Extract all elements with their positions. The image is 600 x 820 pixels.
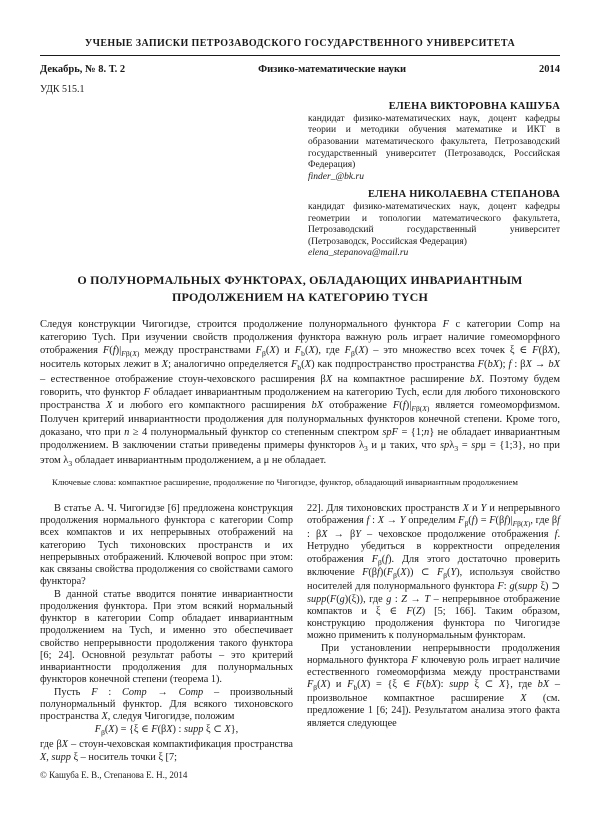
author-block-2 — [308, 189, 560, 260]
author-affiliation: кандидат физико-математических наук, доцент кафедры геометрии и топологии математического факультета, Петрозаводский государственный университет (Петрозаводск, Российская Федерация) — [308, 202, 560, 247]
body-columns — [40, 503, 560, 764]
paragraph: где βX – стоун-чеховская компактификация пространства X, supp ξ – носитель точки ξ [7; — [40, 739, 293, 763]
paper-title — [40, 272, 560, 306]
udk-label: УДК 515.1 — [40, 84, 85, 95]
author-block-1 — [308, 101, 560, 183]
keywords: Ключевые слова: компактное расширение, продолжение по Чигогидзе, функтор, обладающий инвариантным продолжением — [52, 476, 518, 487]
paragraph: Пусть F : Comp → Comp – произвольный полунормальный функтор. Для всякого тихоновского пространства X, следуя Чигогидзе, положим — [40, 686, 293, 723]
left-column — [40, 503, 293, 764]
formula: $F_\beta(X) = \{\xi$ ∈ F(βX) : supp ξ ⊂ X}, — [94, 724, 239, 738]
year-label: 2014 — [539, 64, 560, 75]
author-name: ЕЛЕНА НИКОЛАЕВНА СТЕПАНОВА — [368, 189, 560, 201]
issue-row — [40, 64, 560, 75]
paragraph: При установлении непрерывности продолжения нормального функтора F ключевую роль играет наличие естественного гомеоморфизма между пространствами $F_\beta(X)$ и $F_b(X) = \{\xi$ ∈ F(bX): supp ξ ⊂ X}, где bX – произвольное компактное расширение X (см. предложение 1 [6; 24]). Результатом анализа этого факта является следующее — [307, 642, 561, 729]
copyright-line: © Кашуба Е. В., Степанова Е. Н., 2014 — [40, 769, 188, 780]
right-column — [307, 503, 560, 764]
author-name: ЕЛЕНА ВИКТОРОВНА КАШУБА — [388, 101, 560, 112]
paragraph: В данной статье вводится понятие инвариантности продолжения функтора. При этом всякий нормальный функтор в категории Comp обладает инвариантным продолжением на Tych, и именно это обеспечивает свойство непрерывности продолжения такого функтора [6; 24]. Основной результат работы – это критерий инвариантности продолжения для полунормальных функторов конечной степени (теорема 1). — [40, 588, 293, 686]
author-affiliation: кандидат физико-математических наук, доцент кафедры теории и методики обучения математике и ИКТ в образовании математического факультета, Петрозаводский государственный университет (Петрозаводск, Российская Федерация) — [308, 113, 560, 171]
issue-label: Декабрь, № 8. Т. 2 — [40, 64, 126, 75]
paper-title-line-2: ПРОДОЛЖЕНИЕМ НА КАТЕГОРИЮ TYCH — [172, 289, 428, 304]
author-email: finder_@bk.ru — [308, 171, 364, 182]
paragraph: В статье А. Ч. Чигогидзе [6] предложена конструкция продолжения нормального функтора с категории Comp всех компактов и их непрерывных отображений на категорию Tych тихоновских пространств и их непрерывных отображений. Ключевой вопрос при этом: как связаны свойства продолжения со свойствами самого функтора? — [40, 502, 293, 588]
header-rule — [40, 55, 560, 56]
abstract: Следуя конструкции Чигогидзе, строится продолжение полунормального функтора F с категории Comp на категорию Tych. При изучении свойств продолжения функтора важную роль играет наличие гомеоморфного отображения $F(f)|_{F\beta(X)}$ между пространствами $F_\beta(X)$ и $F_b(X)$, где $F_\beta(X)$ – это множество всех точек ξ ∈ F(βX), носитель которых лежит в X; аналогично определяется $F_b(X)$ как подпространство пространства F(bX); f : βX → bX – естественное отображение стоун-чеховского расширения βX на компактное расширение bX. Поэтому будем говорить, что функтор F обладает инвариантным продолжением на категорию Tych, если для любого тихоновского пространства X и любого его компактного расширения bX отображение $F(f)|_{F\beta(X)}$ является гомеоморфизмом. Получен критерий инвариантности продолжения для полунормальных функторов конечной степени. Кроме того, доказано, что при n ≥ 4 полунормальный функтор со степенным спектром spF = {1;n} не обладает инвариантным продолжением. В заключении статьи приведены примеры функторов $\lambda_3$ и μ таких, что spλ$_3$ = spμ = {1;3}, но при этом $\lambda_3$ обладает инвариантным продолжением, а μ не обладает. — [40, 318, 561, 468]
paragraph: 22]. Для тихоновских пространств X и Y и непрерывного отображения f : X → Y определим $F_\beta(f) = F(\beta f)|_{F\beta(X)}$, где βf : βX → βY – чеховское продолжение отображения f. Нетрудно убедиться в корректности определения отображения $F_\beta(f)$. Для этого достаточно проверить включение $F(\beta f)(F_\beta(X))$ ⊂ $F_\beta(Y)$, используя свойство носителей для полунормального функтора F: g(supp ξ) ⊃ supp(F(g)(ξ)), где g : Z → T – непрерывное отображение компактов и ξ ∈ F(Z) [5; 166]. Таким образом, конструкцию продолжения функтора по Чигогидзе можно применить к полунормальным функторам. — [307, 502, 561, 642]
paper-title-line-1: О ПОЛУНОРМАЛЬНЫХ ФУНКТОРАХ, ОБЛАДАЮЩИХ ИНВАРИАНТНЫМ — [77, 272, 523, 287]
journal-header: УЧЕНЫЕ ЗАПИСКИ ПЕТРОЗАВОДСКОГО ГОСУДАРСТВЕННОГО УНИВЕРСИТЕТА — [84, 38, 516, 49]
author-email: elena_stepanova@mail.ru — [308, 248, 409, 259]
section-label: Физико-математические науки — [258, 64, 407, 75]
